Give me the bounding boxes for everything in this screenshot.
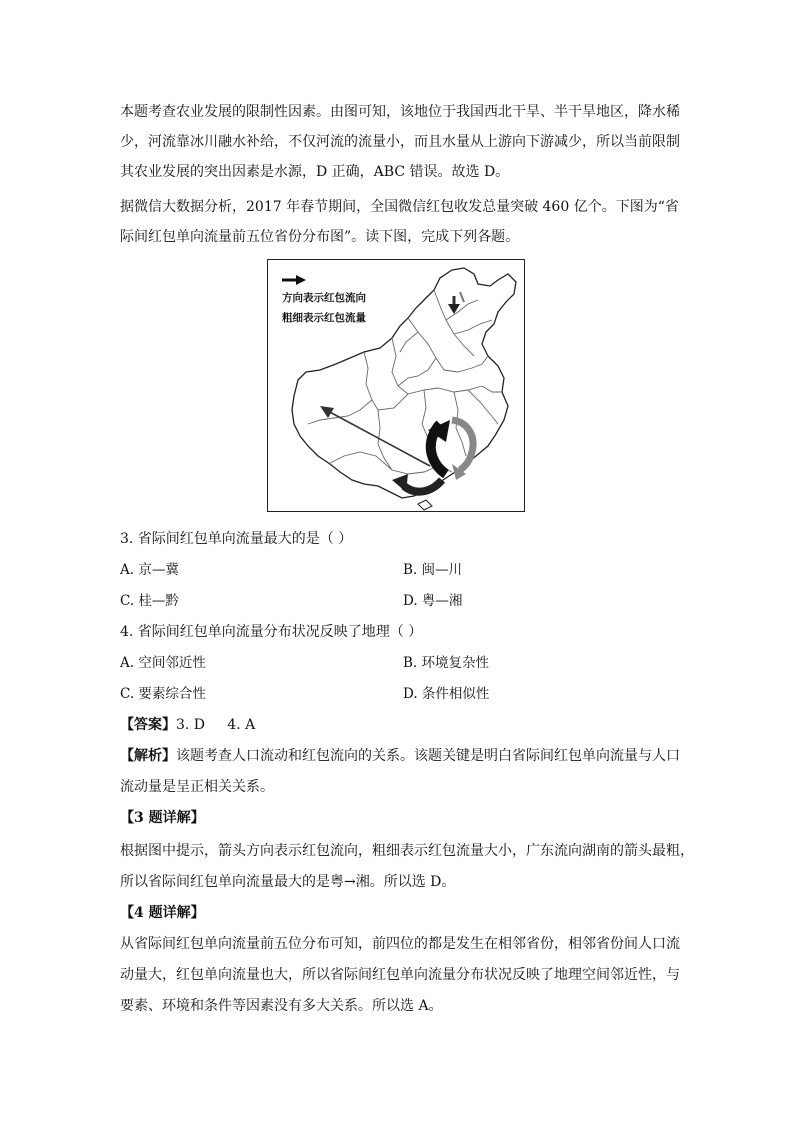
stem-line-1: 据微信大数据分析，2017 年春节期间，全国微信红包收发总量突破 460 亿个。下图为“省 [120, 199, 679, 215]
flow-arrow-beijing-hebei [448, 292, 464, 314]
flow-arrow-southwest-curve [392, 474, 442, 492]
q4-option-c: C. 要素综合性 [120, 686, 206, 702]
analysis-line-1 [120, 746, 680, 766]
analysis-text-1: 该题考查人口流动和红包流向的关系。该题关键是明白省际间红包单向流量与人口 [176, 748, 680, 764]
detail-4-label: 【4 题详解】 [120, 905, 205, 921]
arrow-icon [282, 270, 306, 289]
flow-arrow-guangdong-hunan [428, 420, 450, 474]
flow-arrow-east-curve [452, 420, 473, 480]
intro-line-3: 其农业发展的突出因素是水源，D 正确，ABC 错误。故选 D。 [120, 164, 510, 180]
question-3-stem: 3. 省际间红包单向流量最大的是（ ） [120, 531, 353, 547]
red-packet-flow-map [267, 259, 525, 512]
detail-3-label: 【3 题详解】 [120, 810, 205, 826]
q3-option-b: B. 闽—川 [403, 562, 463, 578]
analysis-line-2: 流动量是呈正相关关系。 [120, 779, 274, 795]
flow-arrow-fujian-sichuan [320, 406, 430, 466]
intro-line-1: 本题考查农业发展的限制性因素。由图可知，该地位于我国西北干旱、半干旱地区，降水稀 [120, 104, 680, 120]
legend-direction: 方向表示红包流向 [282, 292, 366, 304]
legend-thickness: 粗细表示红包流量 [282, 312, 366, 324]
question-4-stem: 4. 省际间红包单向流量分布状况反映了地理（ ） [120, 624, 423, 640]
stem-line-2: 际间红包单向流量前五位省份分布图”。读下图，完成下列各题。 [120, 229, 520, 245]
analysis-label: 【解析】 [120, 748, 176, 764]
q3-option-a: A. 京—冀 [120, 562, 179, 578]
detail-3-line-2: 所以省际间红包单向流量最大的是粤→湘。所以选 D。 [120, 874, 456, 890]
q3-option-d: D. 粤—湘 [403, 593, 463, 609]
q4-option-d: D. 条件相似性 [403, 686, 490, 702]
answer-line [120, 715, 680, 735]
intro-line-2: 少，河流靠冰川融水补给，不仅河流的流量小，而且水量从上游向下游减少，所以当前限制 [120, 134, 680, 150]
answer-label: 【答案】 [120, 717, 176, 733]
detail-3-line-1: 根据图中提示，箭头方向表示红包流向，粗细表示红包流量大小，广东流向湖南的箭头最粗， [120, 843, 694, 859]
detail-4-line-3: 要素、环境和条件等因素没有多大关系。所以选 A。 [120, 998, 443, 1014]
q4-option-b: B. 环境复杂性 [403, 655, 490, 671]
q3-option-c: C. 桂—黔 [120, 593, 179, 609]
detail-4-line-2: 动量大，红包单向流量也大，所以省际间红包单向流量分布状况反映了地理空间邻近性，与 [120, 967, 680, 983]
answer-value: 3. D 4. A [176, 717, 256, 733]
detail-4-line-1: 从省际间红包单向流量前五位分布可知，前四位的都是发生在相邻省份，相邻省份间人口流 [120, 936, 680, 952]
q4-option-a: A. 空间邻近性 [120, 655, 206, 671]
